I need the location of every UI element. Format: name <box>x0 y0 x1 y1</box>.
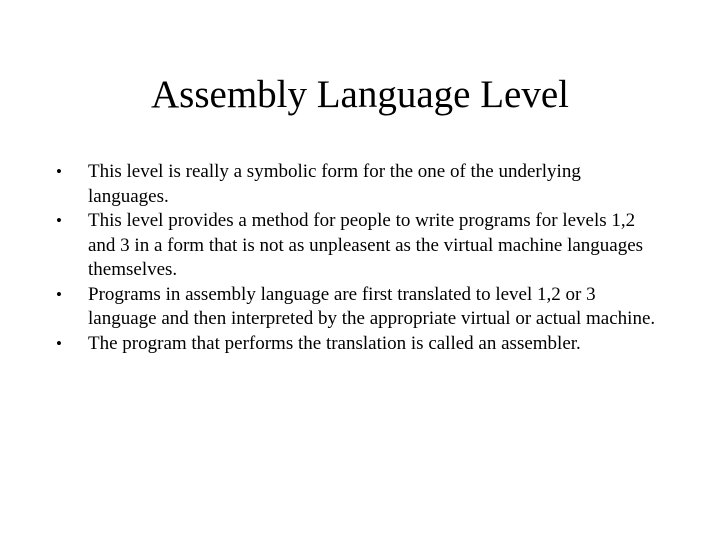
bullet-text: The program that performs the translation is called an assembler. <box>88 332 581 354</box>
bullet-item <box>56 160 656 209</box>
bullet-text: Programs in assembly language are first translated to level 1,2 or 3 language and then interpreted by the appropriate virtual or actual machine. <box>88 283 656 329</box>
bullet-dot-icon: • <box>56 284 62 304</box>
slide-title: Assembly Language Level <box>150 73 570 116</box>
bullet-text: This level provides a method for people to write programs for levels 1,2 and 3 in a form that is not as unpleasent as the virtual machine languages themselves. <box>88 210 644 280</box>
bullet-dot-icon: • <box>56 211 62 230</box>
bullet-item <box>56 332 656 357</box>
bullet-text: This level is really a symbolic form for the one of the underlying languages. <box>88 161 581 207</box>
bullet-dot-icon: • <box>56 333 62 353</box>
bullet-list <box>56 160 656 356</box>
bullet-item <box>56 283 656 332</box>
bullet-item <box>56 209 656 283</box>
bullet-dot-icon: • <box>56 162 62 181</box>
